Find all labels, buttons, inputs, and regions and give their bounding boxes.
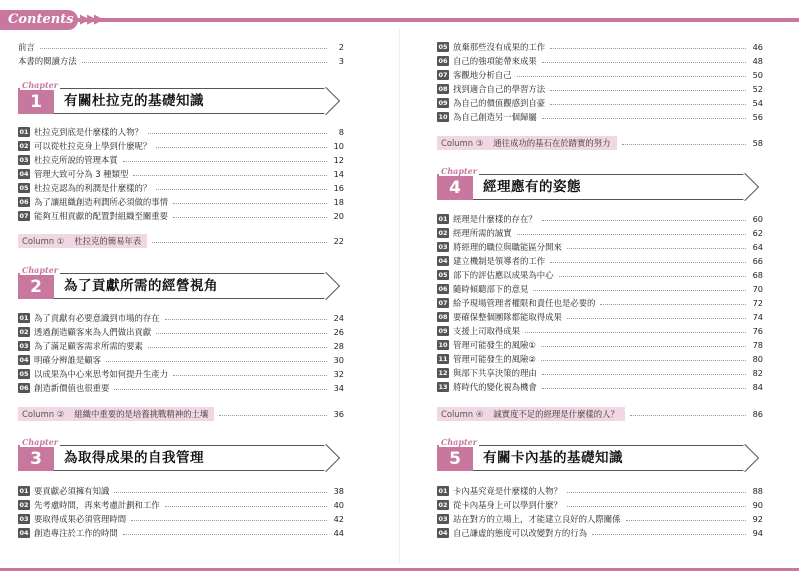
column-tag: [437, 407, 625, 421]
entry-title: 客觀地分析自己: [453, 70, 512, 80]
leader-dots: [148, 133, 327, 134]
toc-entry[interactable]: [437, 352, 763, 366]
toc-column-entry-3[interactable]: [437, 136, 763, 150]
entry-title: 卡內基究竟是什麼樣的人物？: [453, 486, 562, 496]
footer-rule: [0, 568, 799, 571]
toc-entry-preface[interactable]: [18, 40, 344, 54]
leader-dots: [542, 374, 746, 375]
entry-number: 06: [19, 384, 29, 392]
toc-entry[interactable]: [18, 181, 344, 195]
entry-number: 04: [438, 257, 448, 265]
entry-title: 支援上司取得成果: [453, 326, 520, 336]
entry-title: 為了滿足顧客需求所需的要素: [34, 341, 143, 351]
entry-page: 86: [752, 409, 763, 419]
toc-entry[interactable]: [18, 325, 344, 339]
leader-dots: [219, 415, 327, 416]
entry-page: 66: [752, 256, 763, 266]
entry-title: 創造新價值也很重要: [34, 383, 110, 393]
column-label: Column ③: [441, 138, 484, 148]
leader-dots: [542, 388, 746, 389]
entry-page: 8: [338, 127, 344, 137]
entry-page: 42: [333, 514, 344, 524]
entry-page: 72: [752, 298, 763, 308]
entry-page: 50: [752, 70, 763, 80]
toc-entry[interactable]: [437, 226, 763, 240]
leader-dots: [106, 361, 327, 362]
entry-title: 將時代的變化視為機會: [453, 382, 537, 392]
toc-entry[interactable]: [437, 484, 763, 498]
entry-number: 05: [19, 184, 29, 192]
entry-title: 經理是什麼樣的存在？: [453, 214, 537, 224]
entry-page: 38: [333, 486, 344, 496]
entry-title: 要取得成果必須管理時間: [34, 514, 127, 524]
entry-number: 03: [19, 515, 29, 523]
toc-entry[interactable]: [437, 366, 763, 380]
entry-page: 94: [752, 528, 763, 538]
toc-column-entry-4[interactable]: [437, 407, 763, 421]
entry-page: 70: [752, 284, 763, 294]
toc-entry-how-to-read[interactable]: [18, 54, 344, 68]
toc-entry[interactable]: [437, 310, 763, 324]
leader-dots: [173, 217, 327, 218]
entry-title: 管理可能發生的風險②: [453, 354, 536, 364]
toc-entry[interactable]: [437, 68, 763, 82]
toc-entry[interactable]: [437, 380, 763, 394]
entry-title: 為自己創造另一個歸屬: [453, 112, 537, 122]
entry-title: 找到適合自己的學習方法: [453, 84, 546, 94]
entry-number: 01: [438, 487, 448, 495]
entry-title: 經理所需的誠實: [453, 228, 512, 238]
entry-title: 先考慮時間，再來考慮計劃和工作: [34, 500, 160, 510]
leader-dots: [567, 248, 746, 249]
entry-title: 建立機制是領導者的工作: [453, 256, 546, 266]
entry-number: 03: [438, 243, 448, 251]
column-label: Column ④: [441, 409, 484, 419]
entry-number: 01: [438, 215, 448, 223]
toc-entry[interactable]: [18, 526, 344, 540]
entry-number: 01: [19, 128, 29, 136]
entry-title: 隨時傾聽部下的意見: [453, 284, 529, 294]
entry-page: 92: [752, 514, 763, 524]
entry-title: 部下的評估應以成果為中心: [453, 270, 554, 280]
entry-number: 02: [19, 501, 29, 509]
header-rule: [0, 18, 799, 22]
entry-number: 12: [438, 369, 448, 377]
contents-arrows-icon: ▶▶▶: [80, 12, 101, 27]
entry-title: 管理大致可分為 3 種類型: [34, 169, 129, 179]
entry-number: 04: [19, 356, 29, 364]
toc-entry[interactable]: [437, 324, 763, 338]
chapter-number-badge: 3: [18, 445, 54, 471]
entry-number: 03: [438, 515, 448, 523]
leader-dots: [541, 360, 746, 361]
entry-number: 06: [438, 57, 448, 65]
toc-entry[interactable]: [437, 254, 763, 268]
entry-number: 05: [438, 271, 448, 279]
toc-entry[interactable]: [18, 484, 344, 498]
entry-title: 要貢獻必須擁有知識: [34, 486, 110, 496]
leader-dots: [133, 175, 327, 176]
toc-entry[interactable]: [437, 268, 763, 282]
chapter-label: Chapter: [22, 437, 58, 447]
leader-dots: [550, 90, 746, 91]
entry-number: 03: [19, 156, 29, 164]
entry-number: 07: [19, 212, 29, 220]
entry-title: 杜拉克到底是什麼樣的人物？: [34, 127, 143, 137]
leader-dots: [123, 161, 327, 162]
leader-dots: [148, 347, 327, 348]
entry-number: 04: [19, 529, 29, 537]
chapter-5-heading[interactable]: [437, 437, 763, 471]
entry-number: 07: [438, 299, 448, 307]
chapter-number-badge: 1: [18, 88, 54, 114]
leader-dots: [156, 333, 327, 334]
entry-title: 創造專注於工作的時間: [34, 528, 118, 538]
toc-column-entry-1[interactable]: [18, 234, 344, 248]
entry-title: 本書的閱讀方法: [18, 56, 77, 66]
chapter-title: 有關杜拉克的基礎知識: [64, 93, 204, 109]
entry-page: 82: [752, 368, 763, 378]
column-title: 通往成功的基石在於踏實的努力: [493, 138, 611, 148]
entry-page: 32: [333, 369, 344, 379]
entry-number: 13: [438, 383, 448, 391]
entry-page: 34: [333, 383, 344, 393]
entry-title: 要確保整個團隊都能取得成果: [453, 312, 562, 322]
leader-dots: [114, 389, 327, 390]
leader-dots: [550, 104, 746, 105]
leader-dots: [165, 506, 327, 507]
entry-number: 07: [438, 71, 448, 79]
toc-entry[interactable]: [18, 139, 344, 153]
toc-entry[interactable]: [437, 40, 763, 54]
entry-number: 02: [19, 142, 29, 150]
chapter-label: Chapter: [22, 80, 58, 90]
entry-number: 03: [19, 342, 29, 350]
column-tag: [437, 136, 617, 150]
chapter-title: 有關卡內基的基礎知識: [483, 450, 623, 466]
toc-entry[interactable]: [18, 498, 344, 512]
toc-entry[interactable]: [18, 125, 344, 139]
toc-entry[interactable]: [437, 498, 763, 512]
entry-number: 06: [438, 285, 448, 293]
toc-entry[interactable]: [18, 339, 344, 353]
entry-title: 能夠互相貢獻的配置對組織至關重要: [34, 211, 168, 221]
toc-entry[interactable]: [437, 110, 763, 124]
leader-dots: [550, 48, 746, 49]
leader-dots: [156, 147, 327, 148]
leader-dots: [550, 262, 746, 263]
chapter-title: 經理應有的姿態: [483, 179, 581, 195]
toc-entry[interactable]: [437, 512, 763, 526]
entry-number: 05: [438, 43, 448, 51]
leader-dots: [165, 319, 327, 320]
chapter-title: 為取得成果的自我管理: [64, 450, 204, 466]
entry-page: 24: [333, 313, 344, 323]
entry-page: 44: [333, 528, 344, 538]
column-tag: [18, 407, 214, 421]
leader-dots: [40, 48, 327, 49]
entry-number: 10: [438, 113, 448, 121]
leader-dots: [152, 242, 327, 243]
entry-number: 01: [19, 314, 29, 322]
leader-dots: [173, 375, 327, 376]
toc-entry[interactable]: [18, 311, 344, 325]
chapter-1-heading[interactable]: [18, 80, 344, 114]
leader-dots: [567, 506, 746, 507]
leader-dots: [525, 332, 746, 333]
entry-title: 為自己的價值觀感到自豪: [453, 98, 546, 108]
entry-page: 20: [333, 211, 344, 221]
entry-page: 26: [333, 327, 344, 337]
entry-page: 10: [333, 141, 344, 151]
leader-dots: [541, 346, 746, 347]
toc-entry[interactable]: [437, 54, 763, 68]
toc-entry[interactable]: [18, 153, 344, 167]
chapter-number-badge: 2: [18, 273, 54, 299]
entry-number: 01: [19, 487, 29, 495]
entry-title: 為了貢獻有必要意識到市場的存在: [34, 313, 160, 323]
entry-title: 可以從杜拉克身上學到什麼呢？: [34, 141, 152, 151]
entry-page: 88: [752, 486, 763, 496]
entry-page: 76: [752, 326, 763, 336]
chapter-4-heading[interactable]: [437, 166, 763, 200]
leader-dots: [517, 76, 746, 77]
toc-column-entry-2[interactable]: [18, 407, 344, 421]
entry-number: 09: [438, 99, 448, 107]
toc-entry[interactable]: [18, 353, 344, 367]
entry-number: 10: [438, 341, 448, 349]
entry-page: 22: [333, 236, 344, 246]
leader-dots: [592, 534, 746, 535]
leader-dots: [630, 415, 746, 416]
column-title: 杜拉克的簡易年表: [74, 236, 142, 246]
column-title: 誠實度不足的經理是什麼樣的人？: [493, 409, 619, 419]
entry-page: 62: [752, 228, 763, 238]
entry-number: 11: [438, 355, 448, 363]
chapter-3-heading[interactable]: [18, 437, 344, 471]
entry-page: 12: [333, 155, 344, 165]
entry-title: 管理可能發生的風險①: [453, 340, 536, 350]
column-title: 組織中重要的是培養挑戰精神的土壤: [74, 409, 209, 419]
entry-title: 自己謙虛的態度可以改變對方的行為: [453, 528, 587, 538]
toc-entry[interactable]: [437, 526, 763, 540]
leader-dots: [622, 144, 747, 145]
entry-number: 02: [438, 501, 448, 509]
entry-title: 自己的強項能帶來成果: [453, 56, 537, 66]
entry-title: 為了讓組織創造利潤所必須做的事情: [34, 197, 168, 207]
leader-dots: [542, 220, 746, 221]
leader-dots: [626, 520, 747, 521]
page-gutter: [399, 28, 400, 564]
leader-dots: [542, 118, 746, 119]
entry-number: 06: [19, 198, 29, 206]
entry-page: 16: [333, 183, 344, 193]
entry-page: 3: [338, 56, 344, 66]
toc-entry[interactable]: [437, 282, 763, 296]
entry-title: 站在對方的立場上，才能建立良好的人際關係: [453, 514, 621, 524]
chapter-label: Chapter: [441, 166, 477, 176]
column-tag: [18, 234, 147, 248]
entry-title: 給予現場管理者權限和責任也是必要的: [453, 298, 596, 308]
leader-dots: [559, 276, 747, 277]
column-label: Column ②: [22, 409, 65, 419]
entry-page: 60: [752, 214, 763, 224]
entry-page: 36: [333, 409, 344, 419]
entry-title: 前言: [18, 42, 35, 52]
leader-dots: [567, 318, 746, 319]
entry-number: 02: [19, 328, 29, 336]
entry-title: 放棄那些沒有成果的工作: [453, 42, 546, 52]
leader-dots: [600, 304, 746, 305]
entry-number: 04: [19, 170, 29, 178]
entry-page: 28: [333, 341, 344, 351]
chapter-number-badge: 5: [437, 445, 473, 471]
entry-number: 02: [438, 229, 448, 237]
entry-page: 64: [752, 242, 763, 252]
entry-page: 18: [333, 197, 344, 207]
entry-page: 80: [752, 354, 763, 364]
entry-number: 08: [438, 313, 448, 321]
chapter-title: 為了貢獻所需的經營視角: [64, 278, 218, 294]
entry-number: 05: [19, 370, 29, 378]
leader-dots: [567, 492, 746, 493]
entry-page: 68: [752, 270, 763, 280]
entry-title: 與部下共享決策的理由: [453, 368, 537, 378]
chapter-number-badge: 4: [437, 174, 473, 200]
entry-number: 08: [438, 85, 448, 93]
toc-entry[interactable]: [437, 338, 763, 352]
entry-page: 46: [752, 42, 763, 52]
entry-page: 52: [752, 84, 763, 94]
entry-title: 將經理的職位與職能區分開來: [453, 242, 562, 252]
leader-dots: [123, 534, 327, 535]
entry-number: 09: [438, 327, 448, 335]
entry-title: 以成果為中心來思考如何提升生產力: [34, 369, 168, 379]
chapter-label: Chapter: [441, 437, 477, 447]
entry-title: 從卡內基身上可以學到什麼？: [453, 500, 562, 510]
toc-entry[interactable]: [18, 195, 344, 209]
entry-page: 2: [338, 42, 344, 52]
entry-title: 杜拉克認為的利潤是什麼樣的？: [34, 183, 152, 193]
toc-entry[interactable]: [437, 240, 763, 254]
entry-title: 透過創造顧客來為人們做出貢獻: [34, 327, 152, 337]
entry-title: 明確分辨誰是顧客: [34, 355, 101, 365]
entry-page: 84: [752, 382, 763, 392]
leader-dots: [542, 62, 746, 63]
entry-page: 40: [333, 500, 344, 510]
toc-entry[interactable]: [437, 212, 763, 226]
chapter-2-heading[interactable]: [18, 265, 344, 299]
entry-page: 56: [752, 112, 763, 122]
toc-entry[interactable]: [18, 512, 344, 526]
entry-page: 48: [752, 56, 763, 66]
entry-page: 14: [333, 169, 344, 179]
toc-entry[interactable]: [18, 167, 344, 181]
entry-page: 30: [333, 355, 344, 365]
column-label: Column ①: [22, 236, 65, 246]
toc-entry[interactable]: [18, 367, 344, 381]
leader-dots: [131, 520, 327, 521]
entry-page: 54: [752, 98, 763, 108]
toc-entry[interactable]: [18, 209, 344, 223]
toc-entry[interactable]: [437, 82, 763, 96]
entry-page: 90: [752, 500, 763, 510]
entry-page: 74: [752, 312, 763, 322]
leader-dots: [114, 492, 327, 493]
entry-page: 58: [752, 138, 763, 148]
leader-dots: [156, 189, 327, 190]
entry-page: 78: [752, 340, 763, 350]
entry-title: 杜拉克所說的管理本質: [34, 155, 118, 165]
leader-dots: [533, 290, 746, 291]
leader-dots: [82, 62, 327, 63]
contents-header-label: Contents: [0, 10, 78, 30]
leader-dots: [517, 234, 746, 235]
leader-dots: [173, 203, 327, 204]
toc-entry[interactable]: [437, 96, 763, 110]
entry-number: 04: [438, 529, 448, 537]
toc-entry[interactable]: [437, 296, 763, 310]
toc-entry[interactable]: [18, 381, 344, 395]
chapter-label: Chapter: [22, 265, 58, 275]
